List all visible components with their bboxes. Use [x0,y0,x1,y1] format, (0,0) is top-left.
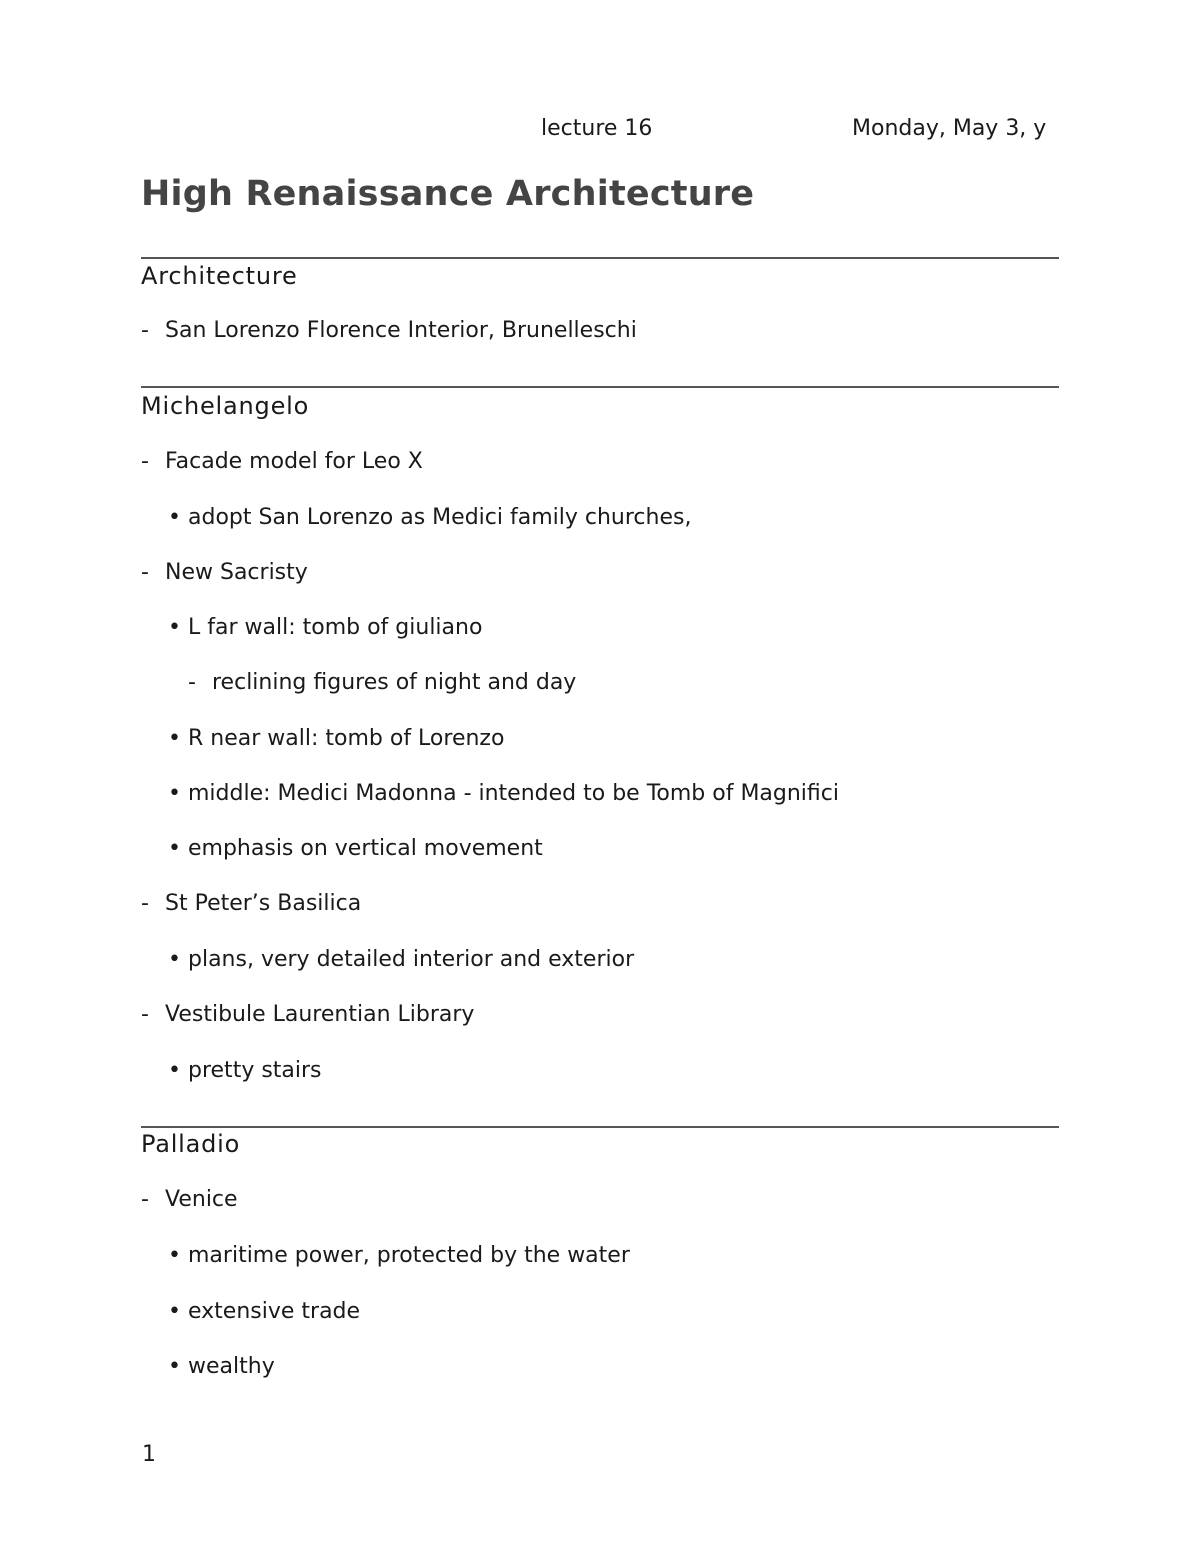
list-item [168,945,634,975]
list-item [141,447,423,477]
bullet-marker: • [168,781,181,806]
list-item [168,779,839,809]
bullet-marker: • [168,1058,181,1083]
bullet-marker: • [168,615,181,640]
list-item [168,834,543,864]
lecture-date: Monday, May 3, y [852,116,1047,141]
dash-marker: - [141,1002,149,1027]
bullet-marker: • [168,1243,181,1268]
list-item [188,668,576,698]
list-item-text: reclining figures of night and day [212,670,577,695]
bullet-marker: • [168,505,181,530]
list-item [168,1352,275,1382]
page-header [0,116,1200,146]
lecture-label: lecture 16 [541,116,653,141]
section-divider [141,1126,1059,1128]
bullet-marker: • [168,1354,181,1379]
bullet-marker: • [168,726,181,751]
list-item-text: maritime power, protected by the water [188,1243,630,1268]
bullet-marker: • [168,836,181,861]
list-item [141,558,308,588]
list-item-text: New Sacristy [165,560,308,585]
list-item-text: Facade model for Leo X [165,449,423,474]
dash-marker: - [188,670,196,695]
bullet-marker: • [168,1299,181,1324]
section-divider [141,257,1059,259]
list-item [168,613,482,643]
dash-marker: - [141,560,149,585]
section-heading-architecture: Architecture [141,262,298,290]
section-divider [141,386,1059,388]
list-item-text: adopt San Lorenzo as Medici family churches, [188,505,692,530]
dash-marker: - [141,1187,149,1212]
list-item-text: St Peter’s Basilica [165,891,362,916]
list-item [141,316,637,346]
dash-marker: - [141,891,149,916]
list-item-text: plans, very detailed interior and exterior [188,947,635,972]
list-item [168,503,691,533]
list-item-text: Vestibule Laurentian Library [165,1002,475,1027]
list-item [141,889,361,919]
list-item-text: extensive trade [188,1299,361,1324]
list-item [168,1297,360,1327]
list-item-text: pretty stairs [188,1058,322,1083]
dash-marker: - [141,449,149,474]
list-item-text: emphasis on vertical movement [188,836,543,861]
list-item-text: wealthy [188,1354,275,1379]
document-title: High Renaissance Architecture [141,174,755,214]
list-item-text: R near wall: tomb of Lorenzo [188,726,505,751]
list-item [168,1241,630,1271]
list-item-text: L far wall: tomb of giuliano [188,615,483,640]
dash-marker: - [141,318,149,343]
list-item-text: San Lorenzo Florence Interior, Brunelleschi [165,318,637,343]
list-item-text: middle: Medici Madonna - intended to be Tomb of Magnifici [188,781,839,806]
list-item-text: Venice [165,1187,238,1212]
list-item [141,1185,238,1215]
section-heading-palladio: Palladio [141,1130,241,1158]
list-item [168,1056,322,1086]
section-heading-michelangelo: Michelangelo [141,392,310,420]
list-item [168,724,504,754]
bullet-marker: • [168,947,181,972]
list-item [141,1000,474,1030]
page-number: 1 [142,1442,156,1467]
